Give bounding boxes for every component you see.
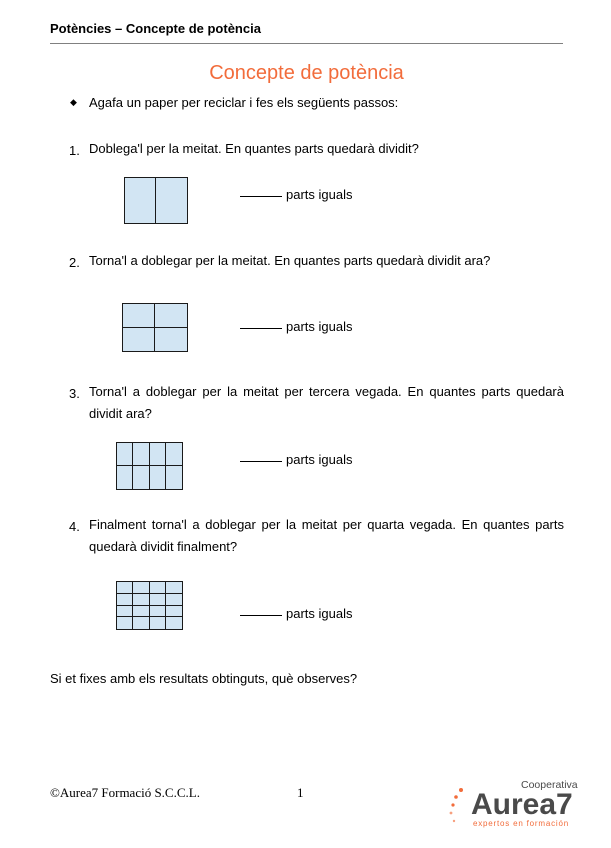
logo-dot [453, 820, 455, 822]
step-number: 2. [69, 255, 80, 270]
paper-section [150, 466, 166, 489]
paper-section [150, 443, 166, 466]
folded-paper-diagram [122, 303, 188, 352]
paper-section [133, 582, 149, 594]
paper-section [166, 606, 182, 618]
paper-section [117, 466, 133, 489]
answer-blank[interactable] [240, 461, 282, 462]
folded-paper-diagram [124, 177, 188, 224]
paper-section [123, 328, 155, 352]
paper-section [117, 443, 133, 466]
answer-suffix: parts iguals [286, 452, 353, 467]
paper-section [156, 178, 187, 223]
paper-section [155, 328, 187, 352]
paper-section [166, 443, 182, 466]
header-divider [50, 43, 563, 44]
folded-paper-diagram [116, 581, 183, 630]
answer-line [240, 606, 352, 621]
answer-blank[interactable] [240, 615, 282, 616]
intro-text: Agafa un paper per reciclar i fes els següents passos: [89, 95, 399, 110]
step-text: Torna'l a doblegar per la meitat. En quantes parts quedarà dividit ara? [89, 253, 491, 268]
logo-dot [454, 795, 458, 799]
step-text: Torna'l a doblegar per la meitat per tercera vegada. En quantes parts quedarà dividit ara? [89, 384, 564, 421]
paper-section [125, 178, 156, 223]
paper-section [133, 606, 149, 618]
paper-section [166, 594, 182, 606]
page-number: 1 [297, 785, 304, 800]
logo-name: Aurea7 [471, 788, 573, 821]
answer-line [240, 452, 352, 467]
step-number: 3. [69, 386, 80, 401]
logo-dot [459, 788, 463, 792]
paper-section [166, 582, 182, 594]
paper-section [150, 594, 166, 606]
answer-line [240, 187, 352, 202]
answer-suffix: parts iguals [286, 187, 353, 202]
answer-line [240, 319, 352, 334]
logo-dot [451, 803, 454, 806]
paper-section [166, 617, 182, 629]
paper-section [155, 304, 187, 328]
answer-suffix: parts iguals [286, 606, 353, 621]
paper-section [117, 606, 133, 618]
footer-copyright: ©Aurea7 Formació S.C.C.L. [50, 785, 200, 800]
step-number: 1. [69, 143, 80, 158]
step-text: Doblega'l per la meitat. En quantes parts quedarà dividit? [89, 141, 419, 156]
paper-section [150, 606, 166, 618]
paper-section [133, 466, 149, 489]
paper-section [133, 443, 149, 466]
answer-blank[interactable] [240, 328, 282, 329]
logo-top-text: Cooperativa [521, 779, 578, 791]
folded-paper-diagram [116, 442, 183, 490]
answer-suffix: parts iguals [286, 319, 353, 334]
aurea7-logo [445, 776, 590, 832]
step-number: 4. [69, 519, 80, 534]
paper-section [117, 582, 133, 594]
bullet-icon: ◆ [70, 97, 77, 107]
logo-tagline: expertos en formación [473, 819, 569, 828]
answer-blank[interactable] [240, 196, 282, 197]
logo-dot [450, 812, 453, 815]
paper-section [133, 617, 149, 629]
header-title: Potències – Concepte de potència [50, 21, 261, 36]
paper-section [166, 466, 182, 489]
paper-section [133, 594, 149, 606]
paper-section [117, 594, 133, 606]
paper-section [117, 617, 133, 629]
reflection-question: Si et fixes amb els resultats obtinguts, què observes? [50, 671, 358, 686]
paper-section [150, 617, 166, 629]
paper-section [123, 304, 155, 328]
page-title: Concepte de potència [209, 62, 404, 84]
step-text: Finalment torna'l a doblegar per la meitat per quarta vegada. En quantes parts quedarà dividit finalment? [89, 517, 564, 554]
paper-section [150, 582, 166, 594]
